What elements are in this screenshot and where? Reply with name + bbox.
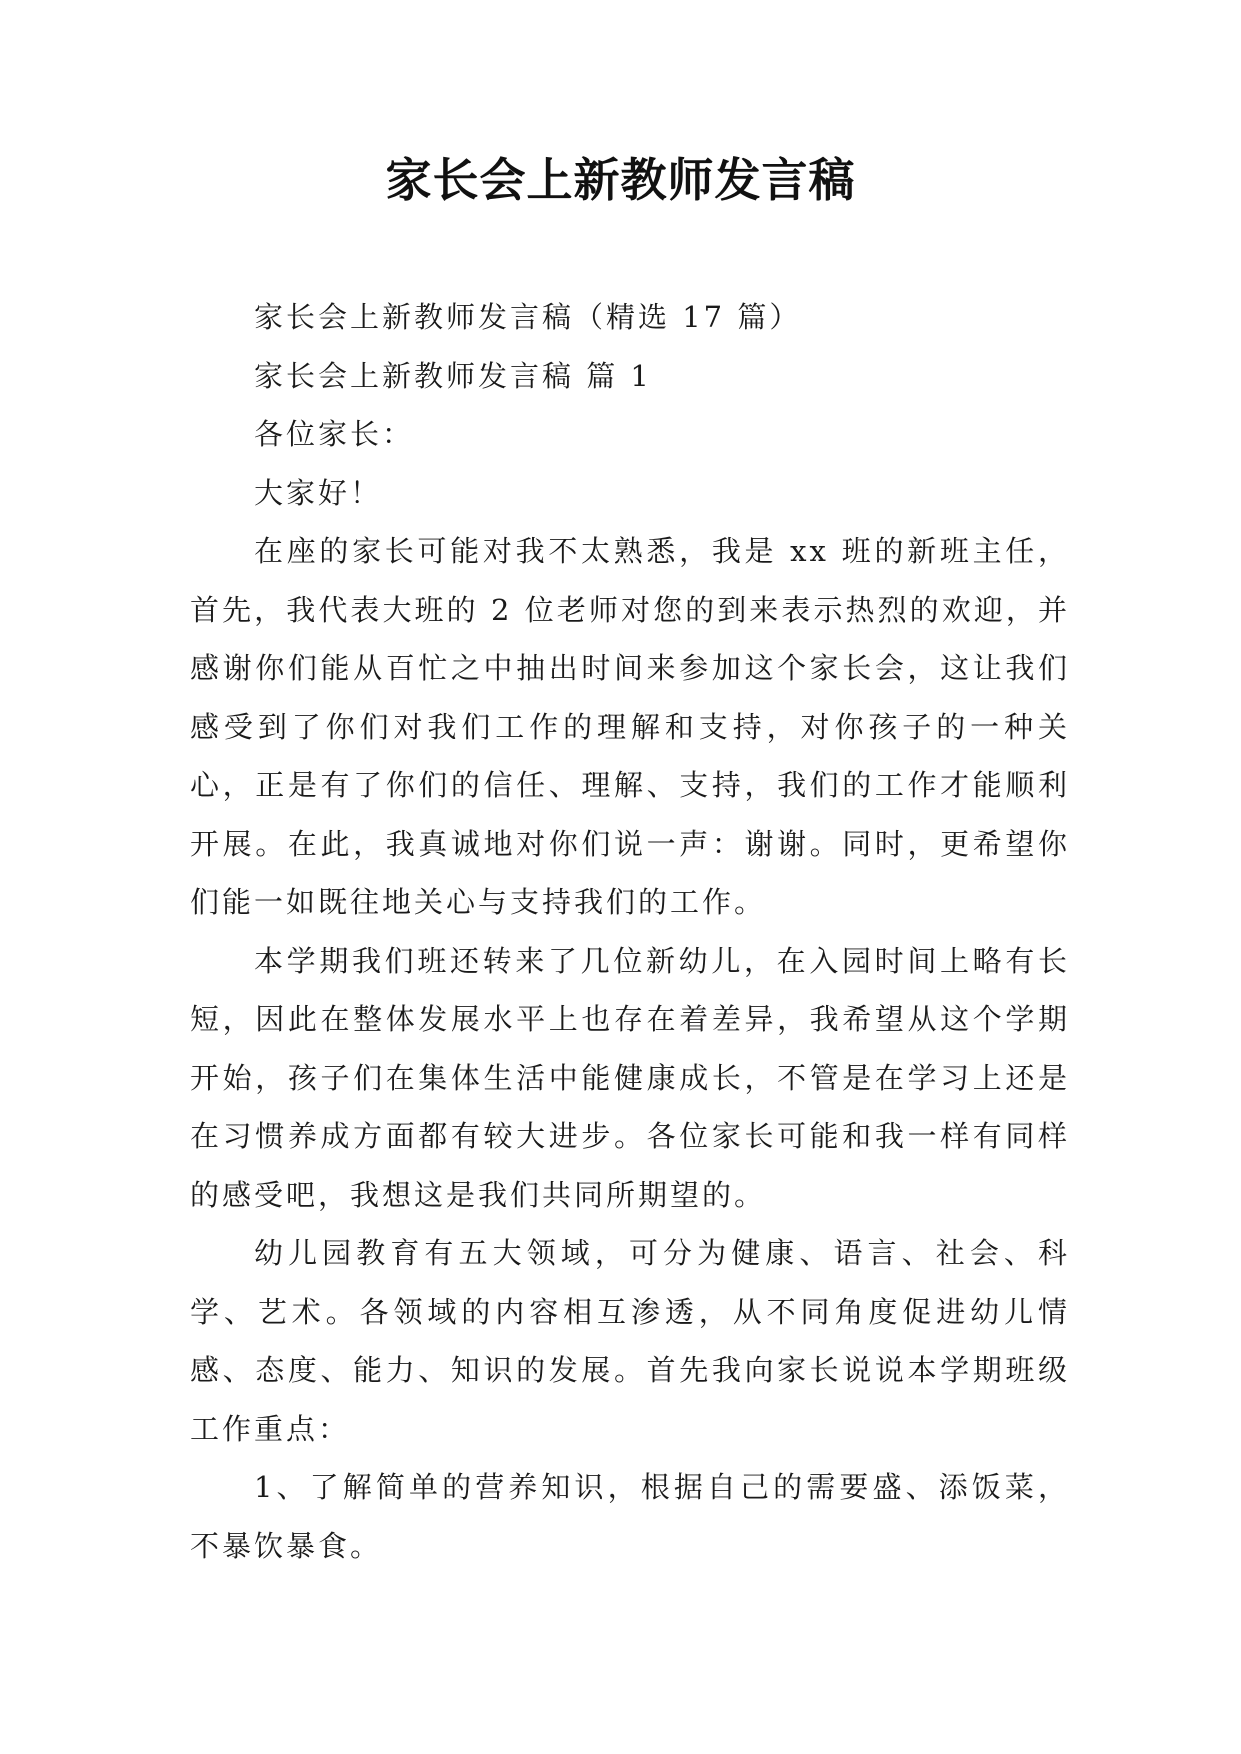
subtitle-paragraph: 家长会上新教师发言稿（精选 17 篇） xyxy=(254,300,802,334)
section-heading: 家长会上新教师发言稿 篇 1 xyxy=(254,358,652,393)
body-paragraph: 在座的家长可能对我不太熟悉，我是 xx 班的新班主任，首先，我代表大班的 2 位老师对您的到来表示热烈的欢迎，并感谢你们能从百忙之中抽出时间来参加这个家长会，这让我们感受到了你们对我们工作的理解和支持，对你孩子的一种关心，正是有了你们的信任、理解、支持，我们的工作才能顺利开展。在此，我真诚地对你们说一声：谢谢。同时，更希望你们能一如既往地关心与支持我们的工作。 xyxy=(190,534,1070,919)
body-paragraph: 幼儿园教育有五大领域，可分为健康、语言、社会、科学、艺术。各领域的内容相互渗透，从不同角度促进幼儿情感、态度、能力、知识的发展。首先我向家长说说本学期班级工作重点： xyxy=(190,1236,1070,1446)
list-item: 1、了解简单的营养知识，根据自己的需要盛、添饭菜，不暴饮暴食。 xyxy=(190,1470,1070,1563)
greeting: 大家好！ xyxy=(254,475,383,510)
document-title: 家长会上新教师发言稿 xyxy=(385,153,856,207)
document-body xyxy=(190,288,1070,1575)
salutation: 各位家长： xyxy=(254,417,415,451)
body-paragraph: 本学期我们班还转来了几位新幼儿，在入园时间上略有长短，因此在整体发展水平上也存在着差异，我希望从这个学期开始，孩子们在集体生活中能健康成长，不管是在学习上还是在习惯养成方面都有较大进步。各位家长可能和我一样有同样的感受吧，我想这是我们共同所期望的。 xyxy=(190,943,1070,1212)
